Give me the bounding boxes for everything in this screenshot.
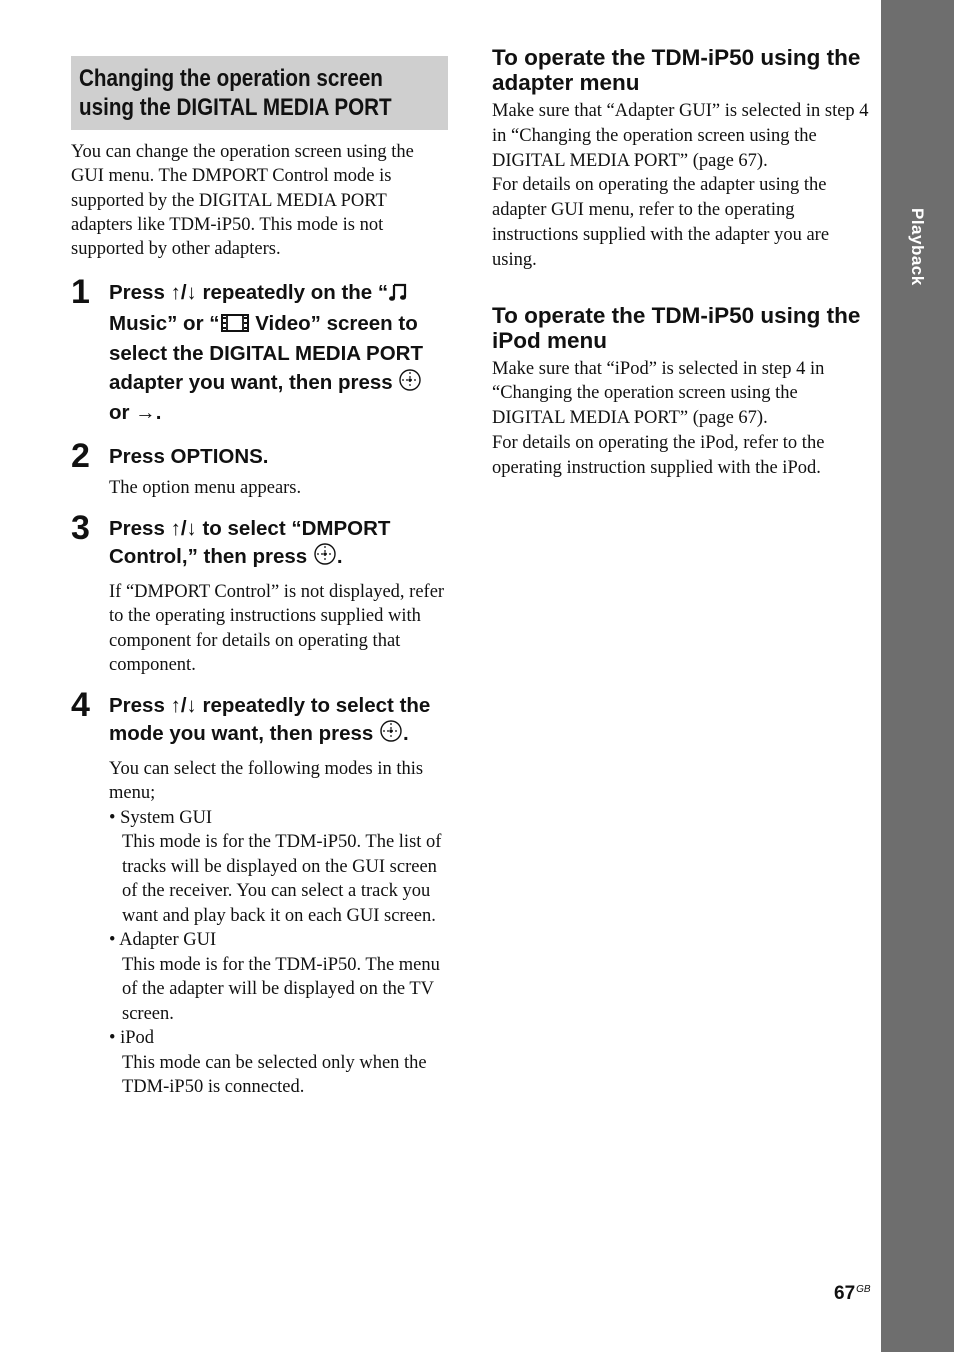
right-column xyxy=(492,45,872,481)
step-1 xyxy=(71,273,448,427)
step-number: 2 xyxy=(71,436,90,475)
section-title-line1: Changing the operation screen xyxy=(79,65,383,92)
step-body: You can select the following modes in this menu; xyxy=(109,758,424,804)
step-number: 1 xyxy=(71,273,90,312)
step-text: Press xyxy=(109,516,165,540)
step-text: . xyxy=(402,722,409,746)
enter-button-icon xyxy=(313,542,337,574)
enter-button-icon xyxy=(398,368,422,400)
page-number xyxy=(834,1283,871,1305)
mode-item-ipod xyxy=(109,1026,448,1100)
section-heading-box xyxy=(71,56,448,130)
mode-title: • System GUI xyxy=(109,807,213,828)
step-heading xyxy=(109,515,448,574)
mode-item-system-gui xyxy=(109,806,448,929)
section-title-line2: using the DIGITAL MEDIA PORT xyxy=(79,94,392,121)
intro-paragraph: You can change the operation screen using the GUI menu. The DMPORT Control mode is supported by the DIGITAL MEDIA PORT adapters like TDM-iP50. This mode is not supported by other adapters. xyxy=(71,142,414,260)
step-text: Press xyxy=(109,281,165,305)
enter-button-icon xyxy=(379,719,403,751)
music-note-icon xyxy=(388,282,408,310)
mode-description: This mode can be selected only when the TDM-iP50 is connected. xyxy=(122,1052,427,1098)
mode-description: This mode is for the TDM-iP50. The menu of the adapter will be displayed on the TV screen. xyxy=(122,954,440,1024)
step-text: or xyxy=(109,401,130,425)
adapter-menu-paragraph-1: Make sure that “Adapter GUI” is selected in step 4 in “Changing the operation screen using the DIGITAL MEDIA PORT” (page 67). xyxy=(492,101,869,171)
step-text: to select “DMPORT Control,” then press xyxy=(109,516,391,569)
ipod-menu-text xyxy=(492,357,872,481)
mode-title: • iPod xyxy=(109,1028,155,1049)
step-text: Music” or “ xyxy=(109,311,220,335)
ipod-menu-paragraph-1: Make sure that “iPod” is selected in step 4 in “Changing the operation screen using the DIGITAL MEDIA PORT” (page 67). xyxy=(492,358,825,429)
section-title xyxy=(79,64,440,122)
up-down-arrow-icon: ↑/↓ xyxy=(170,693,197,717)
step-4 xyxy=(71,685,448,1100)
page-number-value: 67 xyxy=(834,1283,856,1304)
mode-title: • Adapter GUI xyxy=(109,930,217,951)
step-text: . xyxy=(155,401,162,425)
page-number-suffix: GB xyxy=(856,1284,871,1295)
step-2 xyxy=(71,436,448,501)
mode-item-adapter-gui xyxy=(109,928,448,1026)
step-heading xyxy=(109,692,448,751)
step-heading: Press OPTIONS. xyxy=(109,444,269,468)
step-body: If “DMPORT Control” is not displayed, refer to the operating instructions supplied with component for details on operating that component. xyxy=(109,581,445,676)
step-number: 3 xyxy=(71,508,90,547)
step-3 xyxy=(71,508,448,678)
right-arrow-icon: → xyxy=(135,401,156,425)
ipod-menu-heading: To operate the TDM-iP50 using the iPod menu xyxy=(492,302,861,353)
left-column xyxy=(71,56,448,1100)
step-text: . xyxy=(336,545,343,569)
step-text: repeatedly on the “ xyxy=(202,281,389,305)
step-text: repeatedly to select the mode you want, then press xyxy=(109,693,431,746)
step-body: The option menu appears. xyxy=(109,478,302,499)
step-text: Video” screen to select the DIGITAL MEDIA PORT adapter you want, then press xyxy=(109,311,423,394)
ipod-menu-paragraph-2: For details on operating the iPod, refer to the operating instruction supplied with the iPod. xyxy=(492,432,825,478)
mode-description: This mode is for the TDM-iP50. The list of tracks will be displayed on the GUI screen of the receiver. You can select a track you want and play back it on each GUI screen. xyxy=(122,832,442,926)
step-heading xyxy=(109,279,448,427)
up-down-arrow-icon: ↑/↓ xyxy=(170,516,197,540)
up-down-arrow-icon: ↑/↓ xyxy=(170,281,197,305)
adapter-menu-text xyxy=(492,99,872,273)
step-number: 4 xyxy=(71,685,90,724)
adapter-menu-paragraph-2: For details on operating the adapter using the adapter GUI menu, refer to the operating instructions supplied with the adapter you are using. xyxy=(492,175,830,270)
step-text: Press xyxy=(109,693,165,717)
video-film-icon xyxy=(220,313,250,341)
section-tab-label: Playback xyxy=(908,208,927,286)
section-tab xyxy=(881,0,954,1352)
adapter-menu-heading: To operate the TDM-iP50 using the adapter menu xyxy=(492,45,861,95)
